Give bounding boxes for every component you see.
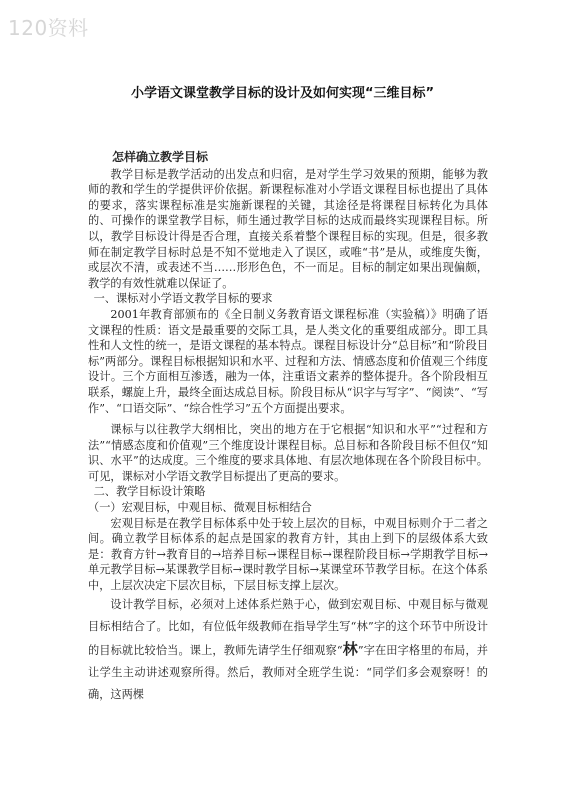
paragraph-4: 宏观目标是在教学目标体系中处于较上层次的目标，中观目标则介于二者之间。确立教学目标体系的起点是国家的教育方针，其由上到下的层级体系大致是：教育方针→教育目的→培养目标→课程目标→课程阶段目标→学期教学目标→单元教学目标→某课教学目标→课时教学目标→某课堂环节教学目标。在这个体系中，上层次决定下层次目标，下层目标支撑上层次。	[88, 516, 488, 593]
paragraph-5-part-a: 设计教学目标，必须对上述体系烂熟于心，做到宏观目标、中观目标与微观目标相结合了。比如，有位低年级教师在指导学生写“林”字的这个环节中所设计的目标就比较恰当。课上，教师先请学生仔细观察“	[88, 597, 488, 657]
paragraph-1: 教学目标是教学活动的出发点和归宿，是对学生学习效果的预期，能够为教师的教和学生的学提供评价依据。新课程标准对小学语文课程目标也提出了具体的要求，落实课程标准是实施新课程的关键，其途径是将课程目标转化为具体的、可操作的课堂教学目标，师生通过教学目标的达成而最终实现课程目标。所以，教学目标设计得是否合理，直接关系着整个课程目标的实现。但是，很多教师在制定教学目标时总是不知不觉地走入了误区，或唯“书”是从，或维度失衡，或层次不清，或表述不当……形形色色，不一而足。目标的制定如果出现偏颇，教学的有效性就难以保证了。	[88, 167, 488, 290]
character-lin: 林	[342, 639, 358, 658]
heading-one: 一、课标对小学语文教学目标的要求	[93, 292, 273, 306]
paragraph-5-part-b: ”字在田字格里的布局，并让学生主动讲述观察所得。然后，教师对全班学生说：“同学们多会观察呀！的确，这两棵	[88, 643, 488, 701]
watermark: 120资料	[8, 16, 89, 40]
heading-two: 二、教学目标设计策略	[93, 485, 206, 499]
paragraph-3: 课标与以往教学大纲相比，突出的地方在于它根据“知识和水平”“过程和方法”“情感态度和价值观”三个维度设计课程目标。总目标和各阶段目标不但仅“知识、水平”的达成度。三个维度的要求具体地、有层次地体现在各个阶段目标中。可见，课标对小学语文教学目标提出了更高的要求。	[88, 423, 488, 483]
paragraph-5	[88, 594, 488, 706]
paragraph-2: 2001年教育部颁布的《全日制义务教育语文课程标准（实验稿）》明确了语文课程的性质：语文是最重要的交际工具，是人类文化的重要组成部分。即工具性和人文性的统一，是语文课程的基本特点。课程目标设计分“总目标”和“阶段目标”两部分。课程目标根据知识和水平、过程和方法、情感态度和价值观三个纬度设计。三个方面相互渗透，融为一体，注重语文素养的整体提升。各个阶段相互联系，螺旋上升，最终全面达成总目标。阶段目标从“识字与写字”、“阅读”、“写作”、“口语交际”、“综合性学习”五个方面提出要求。	[88, 307, 488, 415]
heading-two-one: （一）宏观目标，中观目标、微观目标相结合	[88, 501, 312, 515]
section-title: 怎样确立教学目标	[112, 150, 209, 164]
document-body	[88, 150, 488, 706]
page-title: 小学语文课堂教学目标的设计及如何实现“三维目标”	[130, 86, 435, 101]
